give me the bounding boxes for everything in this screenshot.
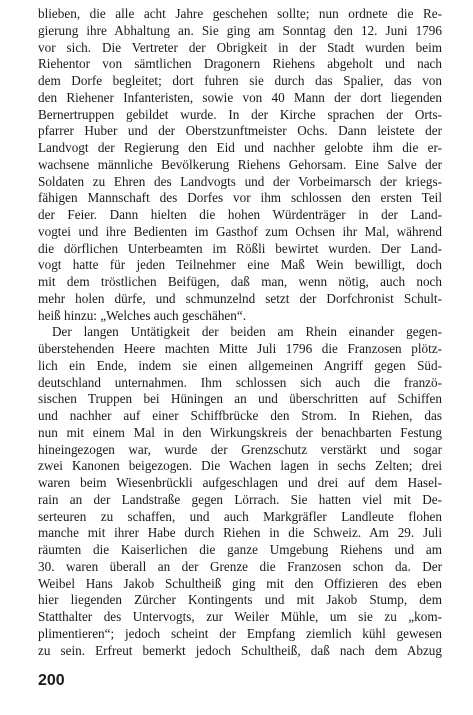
text-line: Soldaten zu Ehren des Landvogts und der Vorbeimarsch der kriegs- (38, 173, 442, 189)
page-number: 200 (38, 672, 65, 689)
page-body (38, 6, 442, 659)
text-line: pfarrer Huber und der Oberstzunftmeister Ochs. Dann leistete der (38, 123, 442, 139)
text-line: nun mit einem Mal in den Wirkungskreis der benachbarten Festung (38, 424, 442, 440)
text-line: manche mit ihrer Habe durch Riehen in die Schweiz. Am 29. Juli (38, 525, 442, 541)
text-line: mit dem tröstlichen Beifügen, daß man, wenn nötig, auch noch (38, 274, 442, 289)
text-line: heiß hinzu: „Welches auch geschähen“. (38, 307, 247, 323)
text-line: serteuren zu schaffen, und auch Markgräfler Landleute flohen (38, 508, 442, 524)
text-line: lich ein Ende, indem sie einen allgemeinen Angriff gegen Süd- (38, 357, 442, 373)
text-line: Riehentor von sämtlichen Dragonern Riehens abgeholt und nach (38, 56, 442, 72)
text-line: plimentieren“; jedoch scheint der Empfang ziemlich kühl gewesen (38, 625, 442, 641)
paragraph-1 (38, 6, 442, 324)
text-line: blieben, die alle acht Jahre geschehen sollte; nun ordnete die Re- (38, 6, 442, 21)
text-line: und nachher auf einer Schiffbrücke den Strom. In Riehen, das (38, 408, 442, 423)
text-line: hineingezogen war, wurde der Grenzschutz verstärkt und sogar (38, 441, 442, 457)
text-line: hier liegenden Zürcher Kontingents und mit Jakob Stump, dem (38, 592, 442, 608)
text-line: der Feier. Dann hielten die hohen Würdenträger in der Land- (38, 207, 442, 222)
text-line: Landvogt der Regierung den Eid und nachher gelobte ihm die er- (38, 140, 442, 155)
text-line: sischen Truppen bei Hüningen an und überschritten auf Schiffen (38, 391, 442, 407)
paragraph-2 (38, 324, 442, 659)
text-line: vor sich. Die Vertreter der Obrigkeit in der Stadt wurden beim (38, 39, 442, 55)
text-line: Der langen Untätigkeit der beiden am Rhein einander gegen- (52, 324, 442, 340)
text-line: überstehenden Heere machten Mitte Juli 1796 die Franzosen plötz- (38, 341, 442, 356)
text-line: Statthalter des Untervogts, zur Weiler Mühle, um sie zu „kom- (38, 609, 442, 624)
text-line: zu sein. Erfreut bemerkt jedoch Schultheiß, daß nach dem Abzug (38, 642, 442, 658)
text-line: vogt hatte für jeden Teilnehmer eine Maß Wein bewilligt, doch (38, 257, 442, 273)
text-line: vogtei und ihre Bedienten im Gasthof zum Ochsen ihr Mal, während (38, 223, 442, 239)
text-line: die dörflichen Unterbeamten im Rößli bewirtet wurden. Der Land- (38, 240, 442, 256)
text-line: den Riehener Infanteristen, sowie von 40 Mann der dort liegenden (38, 89, 442, 105)
text-line: fähigen Mannschaft des Dorfes vor ihm schlossen den ersten Teil (38, 190, 442, 206)
text-line: zwei Kanonen beigezogen. Die Wachen lagen in sechs Zelten; drei (38, 458, 442, 474)
text-line: 30. waren überall an der Grenze die Franzosen schon da. Der (38, 558, 442, 574)
text-line: gierung ihre Abhaltung an. Sie ging am Sonntag den 12. Juni 1796 (38, 22, 442, 38)
text-line: dem Dorfe begleitet; dort fuhren sie durch das Spalier, das von (38, 73, 442, 88)
text-line: Bernertruppen gebildet wurde. In der Kirche sprachen der Orts- (38, 106, 442, 122)
text-line: rain an der Landstraße gegen Lörrach. Sie hatten viel mit De- (38, 491, 442, 507)
text-line: räumten die Kaiserlichen die ganze Umgebung Riehens und am (38, 542, 442, 557)
text-line: deutschland unternahmen. Ihm schlossen sich auch die franzö- (38, 374, 442, 390)
text-line: Weibel Hans Jakob Schultheiß ging mit den Offizieren des eben (38, 575, 442, 591)
text-line: wachsene männliche Bevölkerung Riehens Gehorsam. Eine Salve der (38, 156, 442, 172)
text-line: mehr holen dürfe, und schmunzelnd setzt der Dorfchronist Schult- (38, 290, 442, 306)
text-line: waren beim Wiesenbrückli aufgeschlagen und drei auf dem Hasel- (38, 475, 442, 490)
